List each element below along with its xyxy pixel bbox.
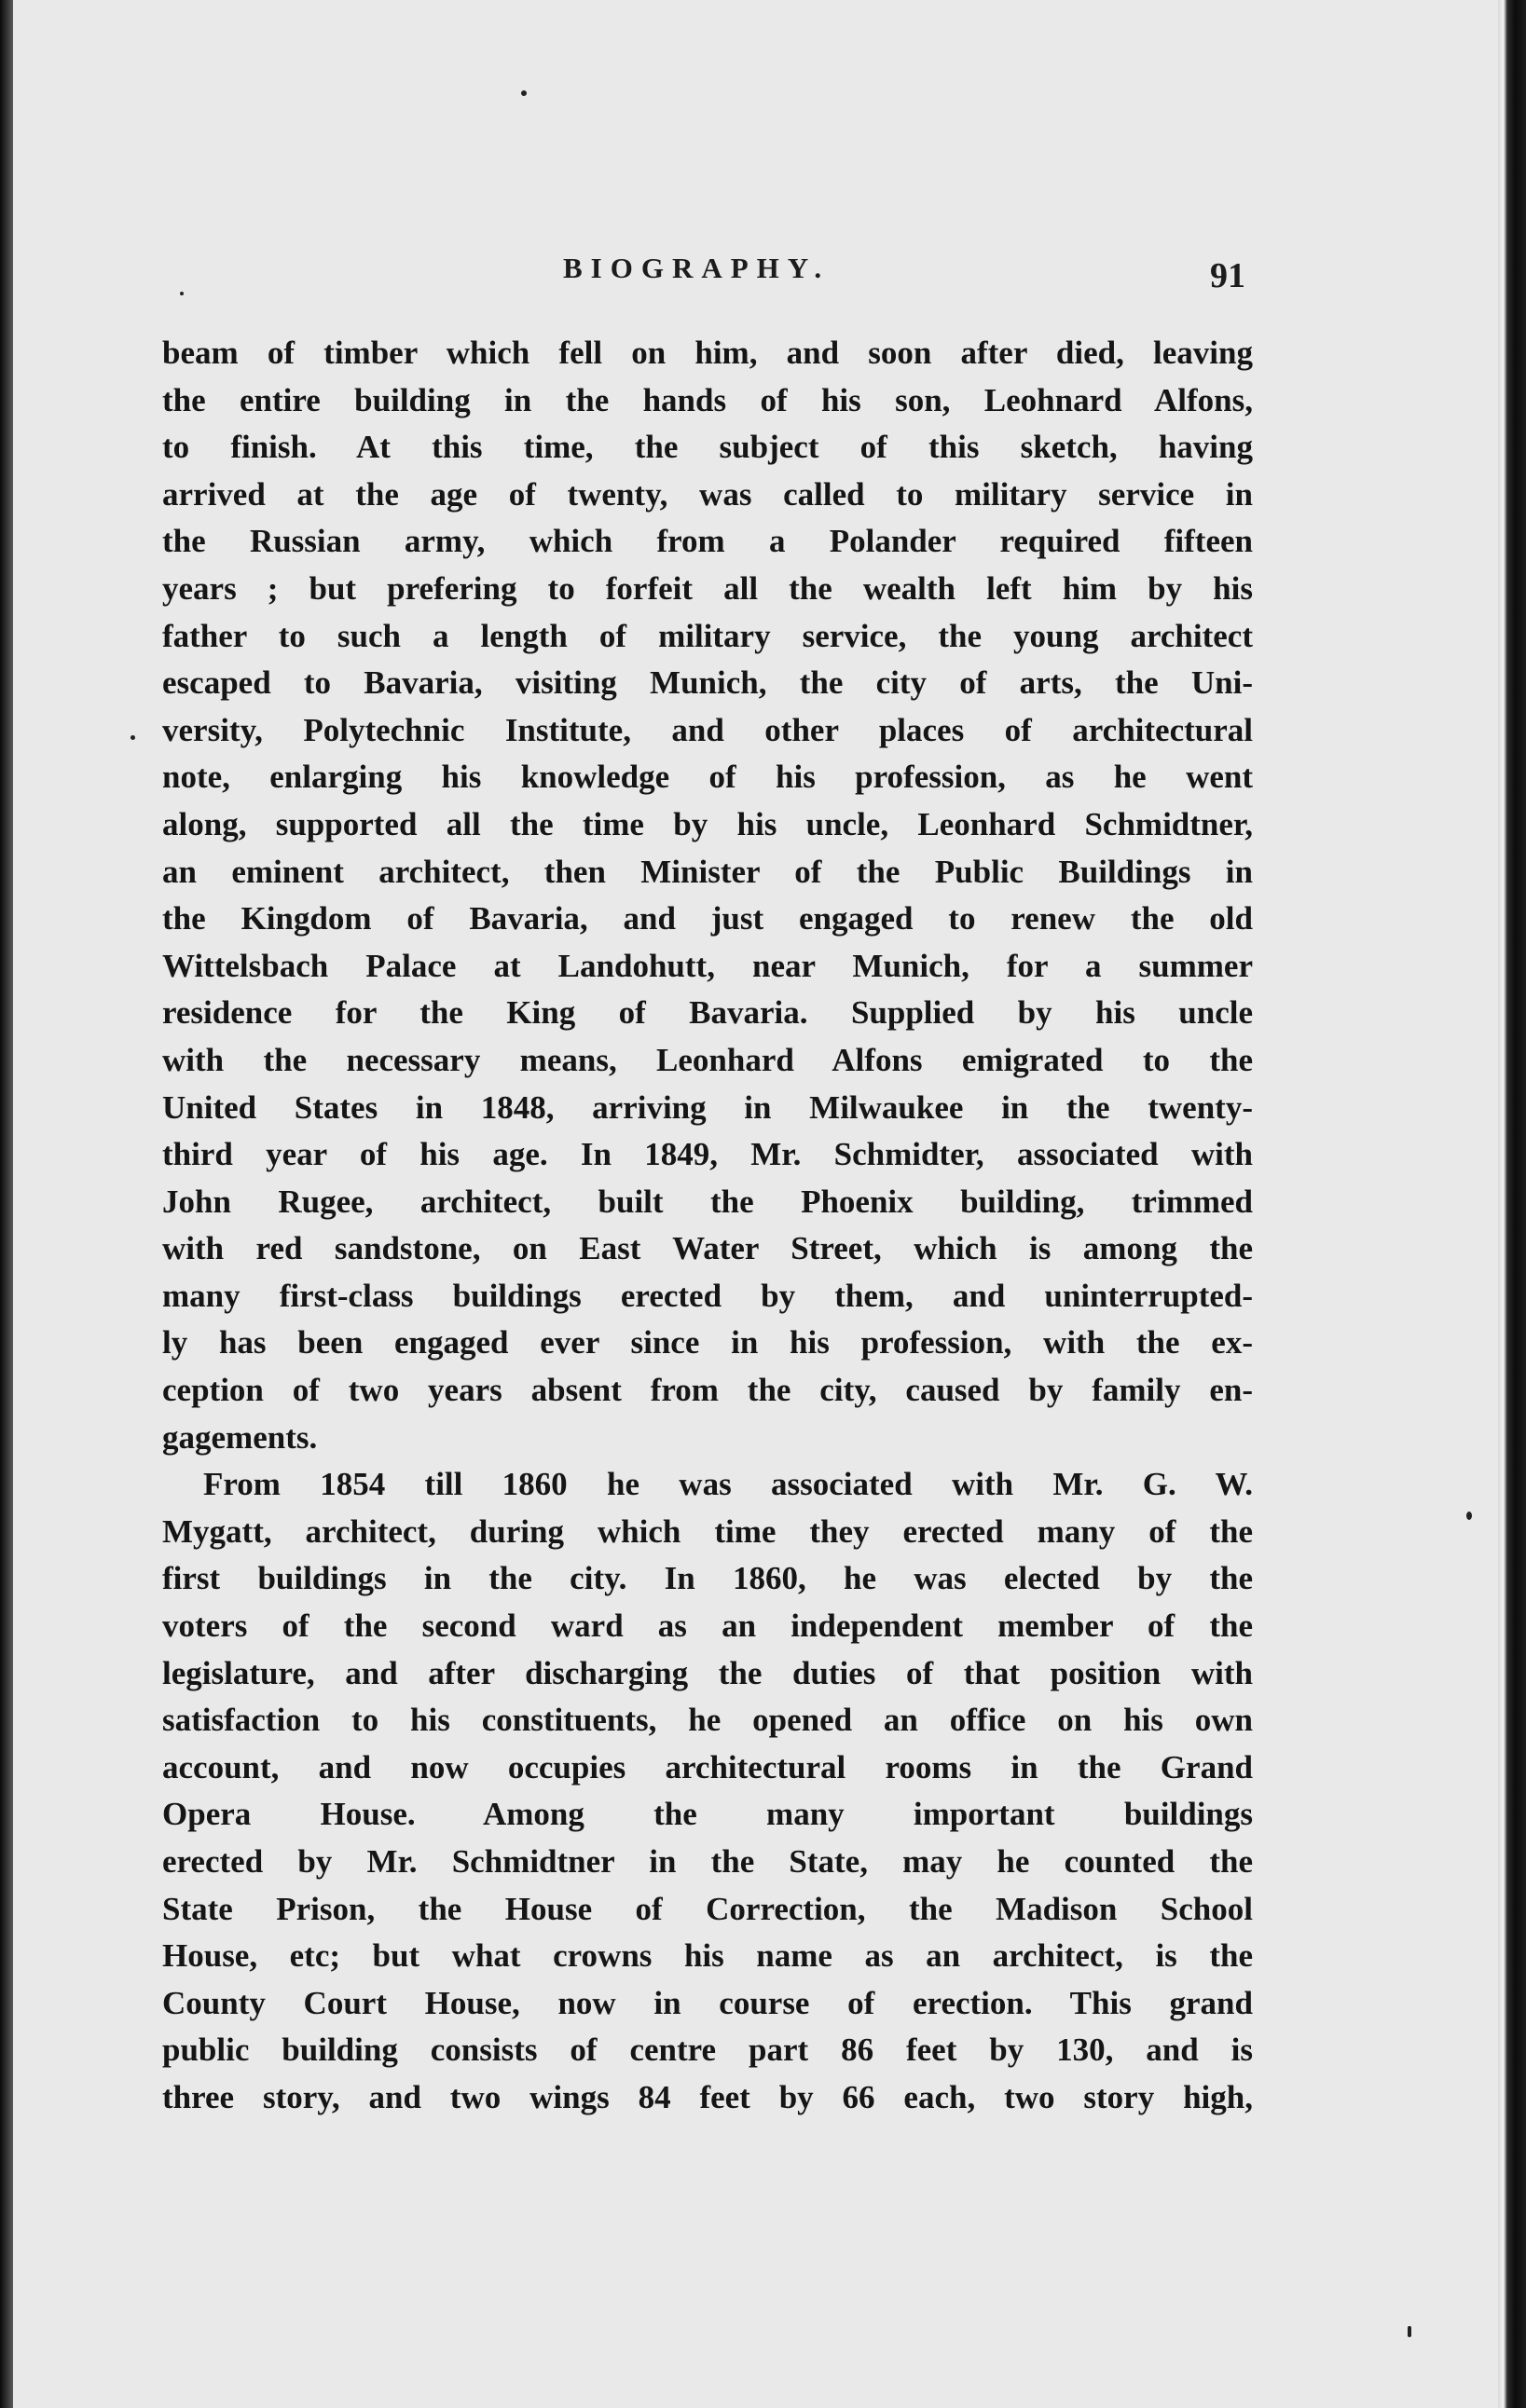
text-line: an eminent architect, then Minister of the Public Buildings in bbox=[162, 853, 1253, 890]
text-line: the Kingdom of Bavaria, and just engaged to renew the old bbox=[162, 900, 1253, 937]
text-line: account, and now occupies architectural rooms in the Grand bbox=[162, 1748, 1253, 1785]
text-line: father to such a length of military service, the young architect bbox=[162, 617, 1253, 654]
text-line: with the necessary means, Leonhard Alfons emigrated to the bbox=[162, 1041, 1253, 1078]
text-line: beam of timber which fell on him, and soon after died, leaving bbox=[162, 335, 1253, 371]
running-head: BIOGRAPHY. bbox=[563, 252, 831, 284]
ink-speck bbox=[131, 735, 135, 740]
text-line: versity, Polytechnic Institute, and other places of architectural bbox=[162, 711, 1253, 748]
text-line: United States in 1848, arriving in Milwaukee in the twenty- bbox=[162, 1088, 1253, 1126]
text-line: County Court House, now in course of erection. This grand bbox=[162, 1984, 1253, 2021]
page-right-binding-edge bbox=[1498, 0, 1526, 2408]
text-line: ception of two years absent from the city, caused by family en- bbox=[162, 1372, 1253, 1409]
text-line: years ; but prefering to forfeit all the wealth left him by his bbox=[162, 569, 1253, 607]
text-line: erected by Mr. Schmidtner in the State, may he counted the bbox=[162, 1843, 1253, 1880]
text-line: the entire building in the hands of his son, Leohnard Alfons, bbox=[162, 381, 1253, 418]
text-line: House, etc; but what crowns his name as an architect, is the bbox=[162, 1937, 1253, 1975]
text-line: arrived at the age of twenty, was called to military service in bbox=[162, 475, 1253, 513]
ink-speck bbox=[521, 90, 527, 96]
text-line: note, enlarging his knowledge of his profession, as he went bbox=[162, 759, 1253, 796]
text-line: along, supported all the time by his uncle, Leonhard Schmidtner, bbox=[162, 805, 1253, 842]
page-left-shadow bbox=[0, 0, 13, 2408]
ink-speck bbox=[1466, 1512, 1472, 1520]
text-line: legislature, and after discharging the duties of that position with bbox=[162, 1654, 1253, 1691]
text-line: voters of the second ward as an independent member of the bbox=[162, 1608, 1253, 1645]
text-line: three story, and two wings 84 feet by 66 each, two story high, bbox=[162, 2078, 1253, 2115]
text-line: Opera House. Among the many important buildings bbox=[162, 1796, 1253, 1833]
text-line: State Prison, the House of Correction, the Madison School bbox=[162, 1890, 1253, 1927]
text-line: John Rugee, architect, built the Phoenix building, trimmed bbox=[162, 1183, 1253, 1220]
text-line: escaped to Bavaria, visiting Munich, the city of arts, the Uni- bbox=[162, 664, 1253, 702]
ink-speck bbox=[1408, 2326, 1411, 2337]
text-line: Wittelsbach Palace at Landohutt, near Munich, for a summer bbox=[162, 947, 1253, 984]
text-line: third year of his age. In 1849, Mr. Schmidter, associated with bbox=[162, 1136, 1253, 1173]
paragraph-end-line: gagements. bbox=[162, 1418, 318, 1456]
text-line: public building consists of centre part 86 feet by 130, and is bbox=[162, 2032, 1253, 2069]
text-line: to finish. At this time, the subject of this sketch, having bbox=[162, 429, 1253, 466]
body-text bbox=[162, 330, 1253, 2122]
text-line: first buildings in the city. In 1860, he was elected by the bbox=[162, 1560, 1253, 1597]
paragraph-start-line: From 1854 till 1860 he was associated with Mr. G. W. bbox=[203, 1466, 1253, 1503]
text-line: ly has been engaged ever since in his profession, with the ex- bbox=[162, 1324, 1253, 1361]
text-line: satisfaction to his constituents, he opened an office on his own bbox=[162, 1702, 1253, 1739]
text-line: with red sandstone, on East Water Street, which is among the bbox=[162, 1230, 1253, 1267]
page-number: 91 bbox=[1210, 256, 1245, 295]
ink-speck bbox=[180, 292, 184, 295]
text-line: Mygatt, architect, during which time they erected many of the bbox=[162, 1512, 1253, 1550]
text-line: many first-class buildings erected by them, and uninterrupted- bbox=[162, 1277, 1253, 1314]
text-line: residence for the King of Bavaria. Supplied by his uncle bbox=[162, 994, 1253, 1032]
text-line: the Russian army, which from a Polander required fifteen bbox=[162, 523, 1253, 560]
